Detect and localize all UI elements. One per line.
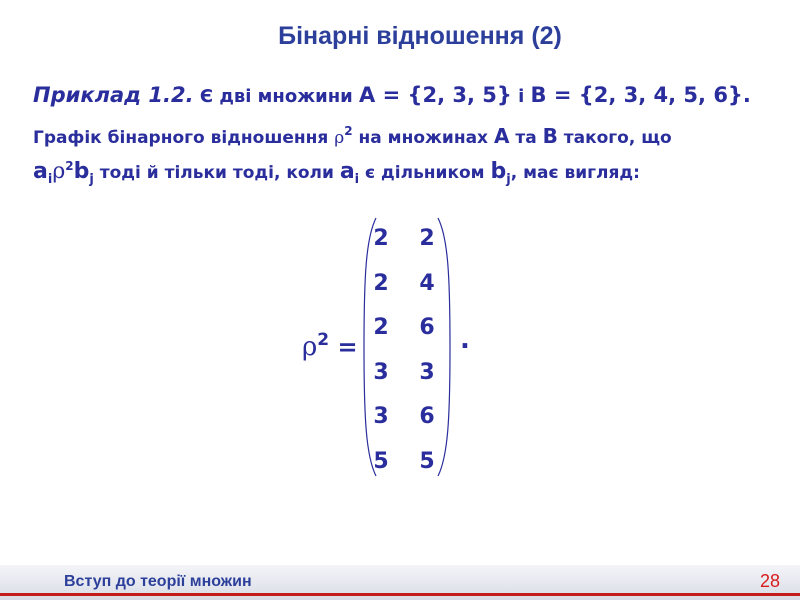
subscript-j: j	[89, 172, 94, 187]
superscript-2: 2	[317, 330, 330, 350]
matrix-cell: 3	[373, 359, 389, 385]
set-a-definition: A = {2, 3, 5}	[359, 83, 512, 107]
superscript-2: 2	[344, 124, 353, 138]
line3-text-a: тоді й тільки тоді, коли	[93, 163, 340, 183]
matrix-cell: 6	[419, 404, 435, 429]
line1-end: .	[742, 83, 751, 107]
matrix-cell: 2	[373, 315, 389, 340]
slide-title: Бінарні відношення (2)	[278, 22, 562, 50]
formula-lhs	[302, 330, 358, 362]
subscript-j: j	[506, 172, 511, 187]
subscript-i: i	[47, 172, 53, 187]
matrix-cell: 2	[419, 226, 435, 251]
element-a: a	[33, 159, 48, 184]
line1-text-b: і	[511, 86, 531, 107]
line3-text-c: , має вигляд:	[510, 163, 640, 183]
subscript-i: i	[354, 172, 360, 187]
equals-sign: =	[329, 333, 358, 361]
line2-text-d: такого, що	[557, 128, 672, 148]
footer-rule	[0, 593, 800, 596]
matrix-cell: 2	[373, 226, 389, 251]
line3-text-b: є дільником	[359, 163, 491, 183]
page-number: 28	[760, 571, 781, 591]
footer-title: Вступ до теорії множин	[64, 573, 252, 590]
set-b-name: B	[542, 124, 558, 148]
line1-text-a: Є дві множини	[193, 86, 360, 107]
superscript-2: 2	[65, 159, 74, 173]
formula-period: .	[460, 325, 470, 355]
element-b: b	[490, 159, 507, 184]
element-b: b	[73, 159, 90, 184]
matrix-cell: 3	[419, 359, 435, 385]
matrix-cell: 5	[373, 448, 389, 474]
matrix-cell: 6	[419, 315, 435, 340]
relation-matrix	[366, 216, 448, 478]
line2-text-c: та	[509, 128, 543, 148]
element-a: a	[339, 159, 355, 184]
line2-text-a: Графік бінарного відношення	[33, 128, 335, 148]
matrix-cell: 4	[419, 270, 435, 296]
matrix-cell: 5	[419, 448, 435, 474]
line2-text-b: на множинах	[352, 128, 494, 148]
example-label: Приклад 1.2.	[33, 83, 194, 107]
set-a-name: A	[493, 124, 510, 148]
matrix-cell: 3	[373, 404, 389, 429]
paragraph-line-2	[33, 124, 672, 148]
set-b-definition: B = {2, 3, 4, 5, 6}	[530, 83, 743, 107]
rho-symbol: ρ	[52, 159, 66, 184]
rho-symbol: ρ	[334, 128, 345, 148]
rho-symbol: ρ	[302, 332, 318, 362]
paragraph-line-1	[33, 83, 751, 107]
paragraph-line-3	[33, 159, 640, 187]
matrix-cell: 2	[373, 270, 389, 296]
